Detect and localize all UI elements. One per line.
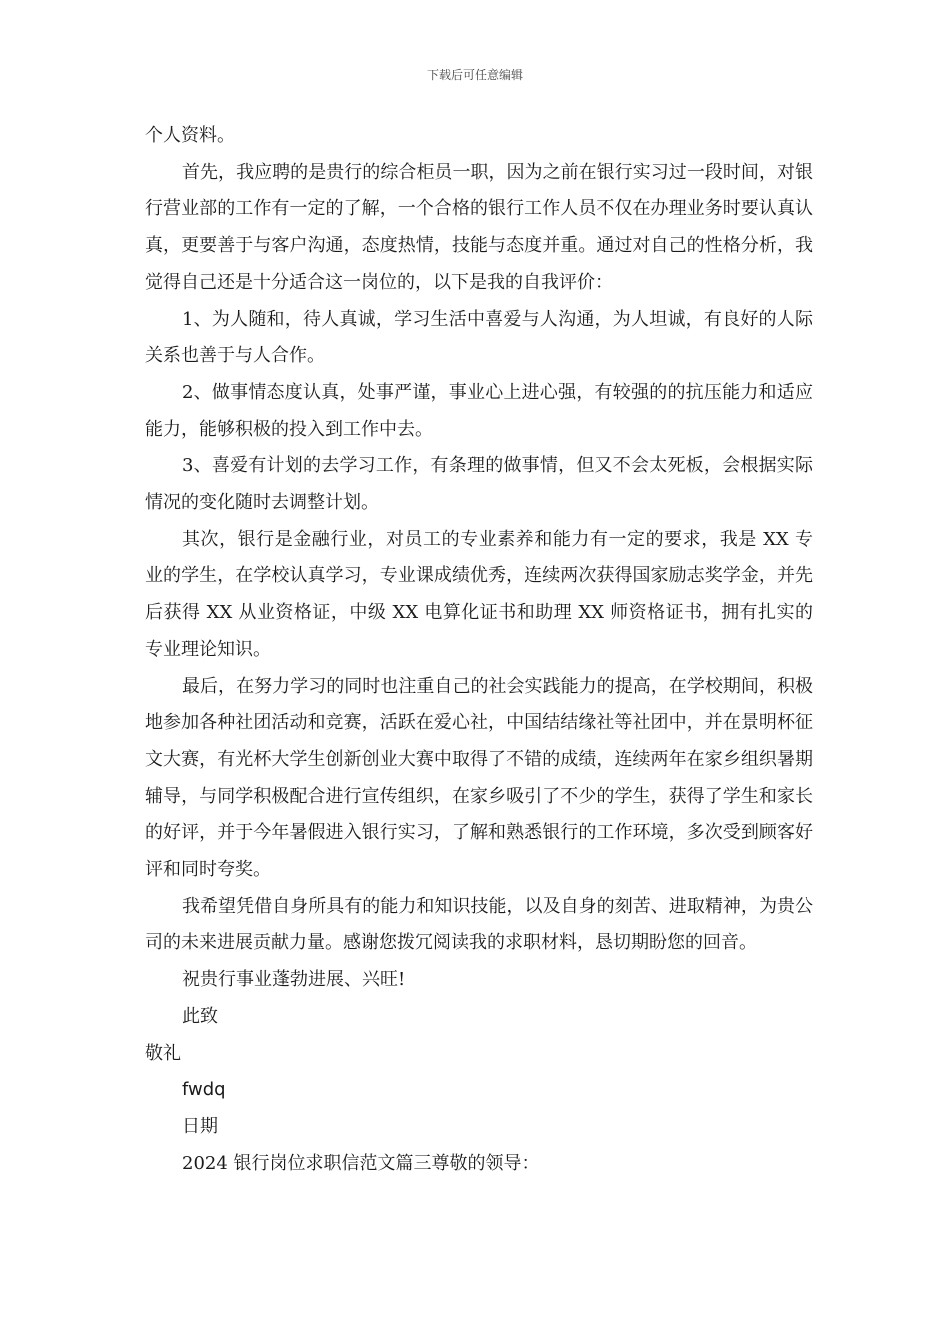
page-header: 下载后可任意编辑 — [426, 68, 523, 82]
paragraph-hope: 我希望凭借自身所具有的能力和知识技能，以及自身的刻苦、进取精神，为贵公司的未来进展贡献力量。感谢您拨冗阅读我的求职材料，恳切期盼您的回音。 — [145, 895, 813, 954]
paragraph-last: 最后，在努力学习的同时也注重自己的社会实践能力的提高，在学校期间，积极地参加各种社团活动和竞赛，活跃在爱心社，中国结结缘社等社团中，并在景明杯征文大赛，有光杯大学生创新创业大赛中取得了不错的成绩，连续两年在家乡组织暑期辅导，与同学积极配合进行宣传组织，在家乡吸引了不少的学生，获得了学生和家长的好评，并于今年暑假进入银行实习，了解和熟悉银行的工作环境，多次受到顾客好评和同时夸奖。 — [145, 675, 813, 881]
document-body — [145, 118, 813, 1182]
signature: fwdq — [182, 1079, 226, 1101]
paragraph-point-1: 1、为人随和，待人真诚，学习生活中喜爱与人沟通，为人坦诚，有良好的人际关系也善于与人合作。 — [145, 308, 813, 367]
paragraph-point-3: 3、喜爱有计划的去学习工作，有条理的做事情，但又不会太死板，会根据实际情况的变化随时去调整计划。 — [145, 455, 813, 514]
paragraph-point-2: 2、做事情态度认真，处事严谨，事业心上进心强，有较强的的抗压能力和适应能力，能够积极的投入到工作中去。 — [145, 381, 813, 440]
paragraph-second: 其次，银行是金融行业，对员工的专业素养和能力有一定的要求，我是 XX 专业的学生，在学校认真学习，专业课成绩优秀，连续两次获得国家励志奖学金，并先后获得 XX 从业资格证，中级 XX 电算化证书和助理 XX 师资格证书，拥有扎实的专业理论知识。 — [145, 528, 813, 660]
paragraph-intro-tail: 个人资料。 — [145, 125, 235, 146]
closing-salutation: 此致 — [182, 1005, 218, 1027]
paragraph-first: 首先，我应聘的是贵行的综合柜员一职，因为之前在银行实习过一段时间，对银行营业部的工作有一定的了解，一个合格的银行工作人员不仅在办理业务时要认真认真，更要善于与客户沟通，态度热情，技能与态度并重。通过对自己的性格分析，我觉得自己还是十分适合这一岗位的，以下是我的自我评价： — [145, 161, 813, 293]
closing-regards: 敬礼 — [145, 1042, 181, 1064]
next-section-title: 2024 银行岗位求职信范文篇三尊敬的领导： — [182, 1152, 540, 1174]
paragraph-wish: 祝贵行事业蓬勃进展、兴旺! — [182, 969, 406, 991]
date-label: 日期 — [182, 1115, 218, 1137]
